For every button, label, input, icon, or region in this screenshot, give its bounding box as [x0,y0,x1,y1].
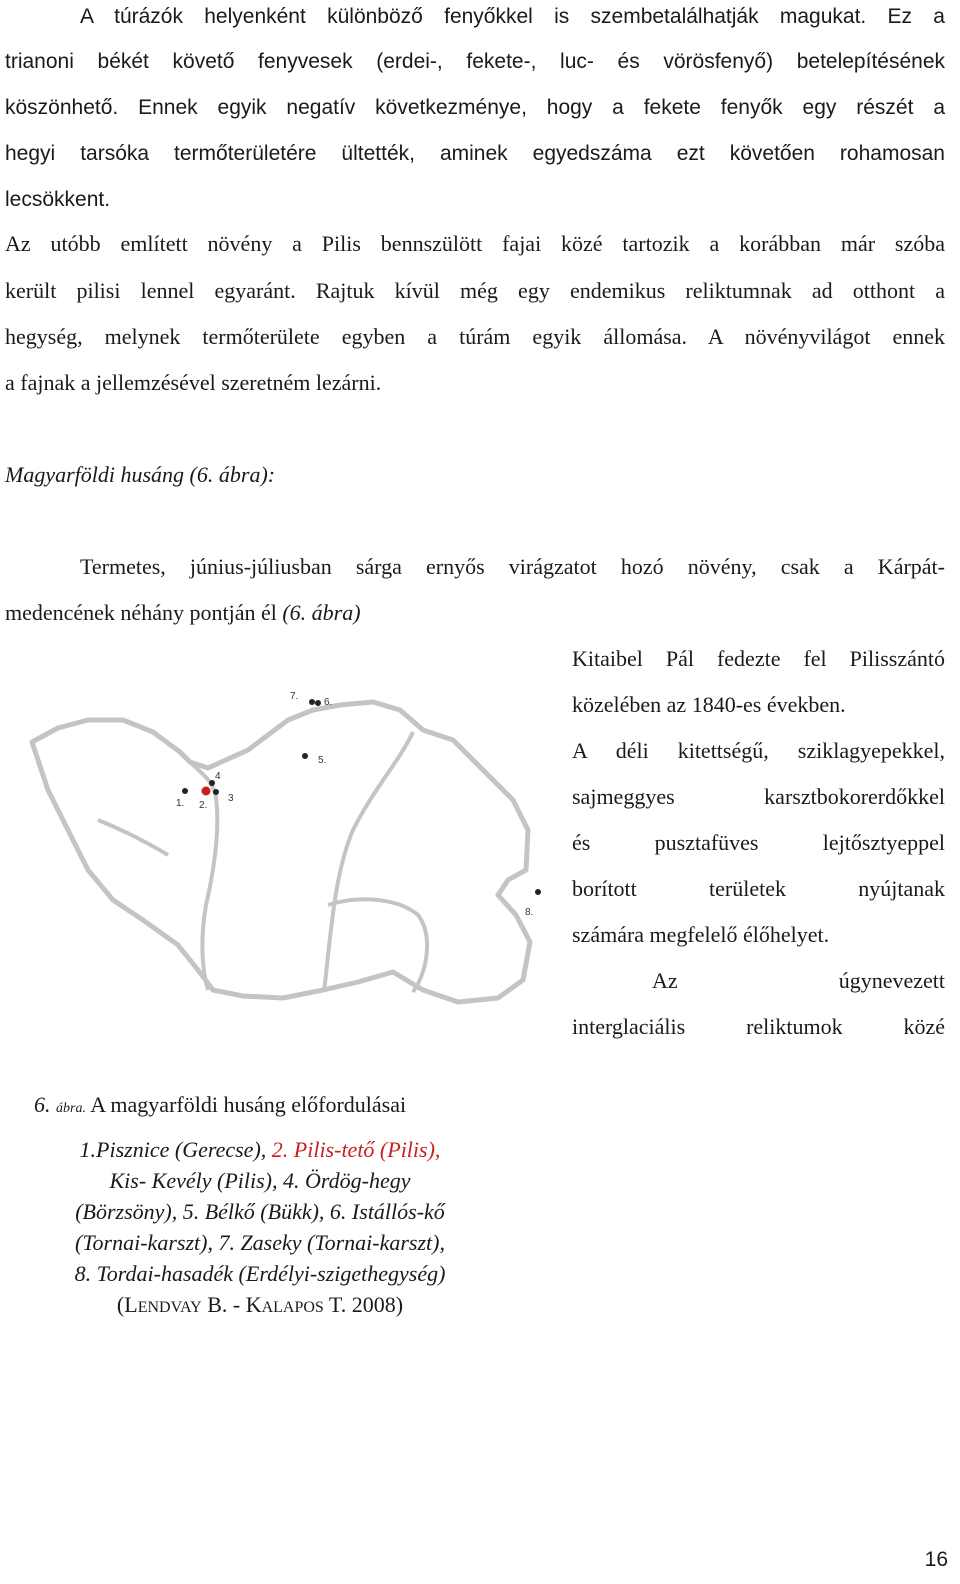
page-number: 16 [924,1548,948,1571]
paragraph-1-line-2: trianoni békét követő fenyvesek (erdei-, fekete-, luc- és vörösfenyő) betelepítésének [5,50,945,73]
figure-title: A magyarföldi husáng előfordulásai [90,1092,407,1117]
location-8-dot [535,889,541,895]
paragraph-2-line-3: hegység, melynek termőterülete egyben a túrám egyik állomása. A növényvilágot ennek [5,324,945,349]
figure-number: 6. [34,1092,51,1117]
right-column-line-9: interglaciális reliktumok közé [572,1014,945,1039]
paragraph-3-text: medencének néhány pontján él [5,600,277,625]
citation-author-2: ALAPOS [261,1299,324,1316]
location-5-dot [302,753,308,759]
map-label-8: 8. [525,907,534,918]
right-column-line-4: sajmeggyes karsztbokorerdőkkel [572,784,945,809]
caption-line-4: (Tornai-karszt), 7. Zaseky (Tornai-karszt), [75,1230,445,1255]
map-label-2: 2. [199,800,208,811]
caption-location-1: 1.Pisznice (Gerecse), [79,1137,272,1162]
right-column-line-1: Kitaibel Pál fedezte fel Pilisszántó [572,646,945,671]
caption-line-2: Kis- Kevély (Pilis), 4. Ördög-hegy [109,1168,411,1193]
citation-open: (L [116,1292,138,1317]
paragraph-1-line-4: hegyi tarsóka termőterületére ültették, aminek egyedszáma ezt követően rohamosan [5,142,945,165]
right-column-line-5: és pusztafüves lejtősztyeppel [572,830,945,855]
figure-label: ábra. [56,1101,86,1116]
right-column-line-7: számára megfelelő élőhelyet. [572,922,830,947]
hungary-outline [32,702,530,1002]
paragraph-2-line-1: Az utóbb említett növény a Pilis bennszülött fajai közé tartozik a korábban már szóba [5,231,945,256]
location-7-dot [309,699,315,705]
location-2-dot [202,787,211,796]
map-label-6: 6. [324,697,333,708]
figure-reference: (6. ábra) [282,600,361,625]
paragraph-1-line-3: köszönhető. Ennek egyik negatív következménye, hogy a fekete fenyők egy részét a [5,96,945,119]
paragraph-3-line-2 [5,600,945,626]
location-1-dot [182,788,188,794]
location-6-dot [315,700,321,706]
right-column-line-6: borított területek nyújtanak [572,876,945,901]
caption-citation [30,1292,490,1321]
map-label-7: 7. [290,691,299,702]
caption-location-2: 2. Pilis-tető (Pilis), [271,1137,441,1162]
right-column-line-2: közelében az 1840-es években. [572,692,846,717]
right-column-line-3: A déli kitettségű, sziklagyepekkel, [572,738,945,763]
caption-line-3: (Börzsöny), 5. Bélkő (Bükk), 6. Istállós-kő [75,1199,445,1224]
hungary-distribution-map [28,680,558,1010]
paragraph-1-line-1: A túrázók helyenként különböző fenyőkkel is szembetalálhatják magukat. Ez a [80,5,945,28]
paragraph-1-line-5: lecsökkent. [5,188,111,211]
paragraph-3-line-1: Termetes, június-júliusban sárga ernyős virágzatot hozó növény, csak a Kárpát- [80,554,945,579]
location-3-dot [213,789,219,795]
paragraph-2-line-2: került pilisi lennel egyaránt. Rajtuk kívül még egy endemikus reliktumnak ad otthont a [5,278,945,303]
caption-line-5: 8. Tordai-hasadék (Erdélyi-szigethegység) [74,1261,446,1286]
citation-end: T. 2008) [323,1292,404,1317]
figure-caption-title [34,1092,504,1122]
section-heading: Magyarföldi husáng (6. ábra): [5,462,276,487]
map-label-4: 4 [215,771,221,782]
citation-mid: B. - K [201,1292,262,1317]
map-label-3: 3 [228,793,234,804]
paragraph-2-line-4: a fajnak a jellemzésével szeretném lezárni. [5,370,382,395]
caption-line-1 [30,1137,490,1163]
right-column-line-8: Az úgynevezett [652,968,945,993]
map-label-1: 1. [176,798,185,809]
citation-author-1: ENDVAY [137,1299,202,1316]
map-label-5: 5. [318,755,327,766]
